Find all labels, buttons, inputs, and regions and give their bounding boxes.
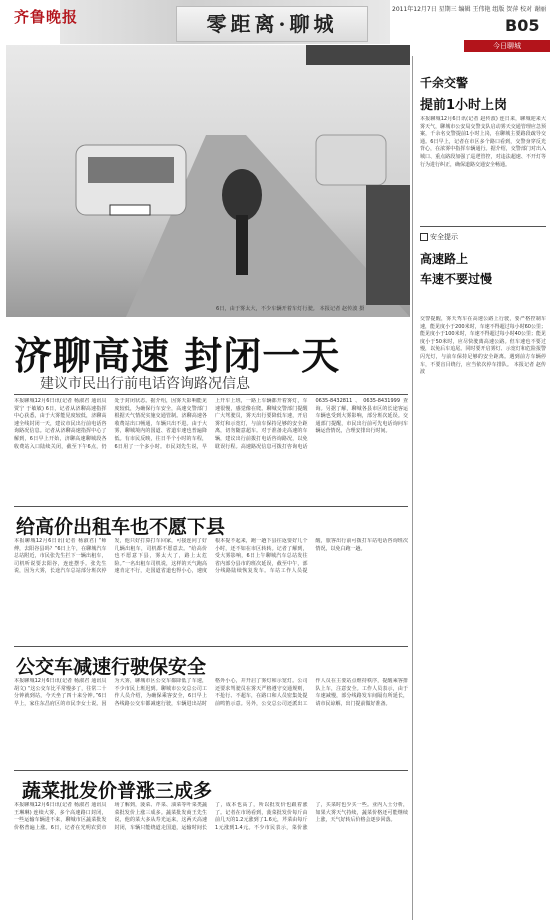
article-title-bus: 公交车减速行驶保安全 [16, 656, 207, 678]
section-title-plate [176, 6, 368, 42]
safety-tip-label-box [420, 232, 458, 242]
divider [14, 646, 408, 647]
divider [14, 770, 408, 771]
page-number: B05 [505, 16, 540, 35]
right-article2-body: 交警提醒，雾天驾车在高速公路上行驶，要严格控制车速，能见度小于200米时，车速不得超过每小时60公里；能见度小于100米时，车速不得超过每小时40公里；能见度小于50米时，应尽快驶离高速公路。但车速也不要过慢，以免后车追尾。同时要开启雾灯、示宽灯和危险报警闪光灯，与前车保持足够的安全距离。遇到前方车辆停车，不要盲目绕行，应当依次停车排队。 本报记者 赵传波 [420, 316, 546, 376]
divider [14, 506, 408, 507]
right-kicker: 千余交警 [420, 76, 469, 90]
safety-tip-label: 安全提示 [430, 233, 458, 241]
lead-article-body: 本报聊城12月6日讯(记者 杨淑君 通讯员 贾宁 于敏敏) 6日，记者从济聊高速指挥中心获悉，由于大雾能见度较低，济聊高速全线封闭一天，建议市民出行前电话咨询路况信息。记者从济聊高速指挥中心了解到，6日早上开始，济聊高速聊城段各收费站入口陆续关闭，截至下午6点，仍处于封闭状态。据介绍，因雾天影响能见度较低，为确保行车安全，高速交警部门根据天气情况实施交通管制。济聊高速各收费站出口畅通，车辆只出不进。由于大雾，聊城境内的国道、省道车速也普遍降低。有市民反映，往日半个小时的车程，6日用了一个多小时。市民刘先生说，早上开车上班，一路上车辆都开着雾灯，车速很慢，感觉像在爬。聊城交警部门提醒广大驾驶员，雾天出行要降低车速，开启雾灯和示宽灯，与前车保持足够的安全距离，切勿随意超车。对于准备走高速的车辆，建议出行前拨打电话咨询路况，以免耽误行程。高速路况信息可拨打咨询电话0635-8432811、0635-8431999查询。另据了解，聊城各县市区的长途客运车辆也受到大雾影响，部分班次延误。交通部门提醒，市民出行前可先电话询问车辆运营情况，合理安排出行时间。 [14, 398, 408, 450]
article-title-vegetables: 蔬菜批发价普涨三成多 [22, 780, 213, 802]
divider [14, 394, 408, 395]
article-body-bus: 本报聊城12月6日讯(记者 杨淑君 通讯员 胡文) “这公交车比平常慢多了，往常二十分钟就到站，今天坐了四十来分钟。”6日早上，家住东昌府区的市民李女士说。因为大雾，聊城市区公交车都降低了车速，不少市民上班迟到。聊城市公交总公司工作人员介绍，为确保乘客安全，6日早上各线路公交车都减速行驶，车辆进出站时格外小心，并开启了雾灯和示宽灯。公司还要求驾驶员在雾天严格遵守交通规则，不抢行、不超车，在路口和人员密集处提前鸣笛示意。另外，公交总公司还派出工作人员在主要站点维持秩序，提醒乘客排队上车，注意安全。工作人员表示，由于车速减慢，部分线路发车间隔有所延长，请市民谅解，出门提前做好准备。 [14, 678, 408, 707]
column-divider [412, 56, 413, 920]
lead-headline: 济聊高速 封闭一天 [14, 334, 341, 378]
right-article-body: 本报聊城12月6日讯(记者 赵传波) 连日来，聊城迎来大雾天气，聊城市公安局交警支队启动雾天交通管理应急预案，千余名交警提前1小时上岗，在聊城主要路段疏导交通。6日早上，记者在市区多个路口看到，交警身穿反光背心，在浓雾中指挥车辆通行。据介绍，交警部门对出入城口、重点路段加强了巡逻管控，对违法超速、不开灯等行为进行纠正，确保道路交通安全畅通。 [420, 116, 546, 168]
right-title: 提前1小时上岗 [420, 98, 508, 113]
section-title: 零距离·聊城 [206, 12, 338, 36]
article-title-taxi: 给高价出租车也不愿下县 [16, 516, 226, 538]
right-title2-line1: 高速路上 [420, 252, 469, 266]
lead-subhead: 建议市民出行前电话咨询路况信息 [40, 376, 250, 392]
divider [420, 226, 546, 227]
article-body-taxi: 本报聊城12月6日讯(记者 杨淑君) “师傅，去阳谷县吗？”6日上午，在聊城汽车总站附近，市民张先生拦下一辆出租车，司机听说要去阳谷，连连摆手。张先生说，因为大雾，长途汽车总站部分班次停发，他只好打算打车回家，可接连问了好几辆出租车，司机都不愿意去。“给高价也不愿意下县，雾太大了，路上太危险。”一名出租车司机说，这样的天气跑高速肯定不行，走国道省道也得小心，速度根本提不起来，跑一趟下县往返要好几个小时，还不如在市区转转。记者了解到，受大雾影响，6日上午聊城汽车总站发往省内部分县市的班次延误，截至中午，部分线路陆续恢复发车。车站工作人员提醒，旅客出行前可拨打车站电话咨询班次情况，以免白跑一趟。 [14, 538, 408, 575]
section-badge: 今日聊城 [464, 40, 550, 52]
photo-caption: 6日，由于雾太大，不少车辆开着车灯行驶。 本报记者 赵传波 摄 [216, 306, 365, 312]
square-icon [420, 233, 428, 241]
photo-illustration [6, 45, 410, 317]
article-body-vegetables: 本报聊城12月6日讯(记者 杨淑君 通讯员 王琳琳) 连续大雾，多个高速路口封闭，一些运输车辆进不来，聊城市区蔬菜批发价格普遍上涨。6日，记者在光明农贸市场了解到，菠菜、芹菜、油菜等叶菜类蔬菜批发价上涨三成多。蔬菜批发商王先生说，他的菜大多从寿光运来，这两天高速封闭，车辆只能绕道走国道，运输时间长了，成本也高了，所以批发价也跟着涨了。记者在市场看到，菠菜批发价每斤由前几天的1.2元涨到了1.6元，芹菜由每斤1元涨到1.4元。不少市民表示，菜价涨了，买菜时也少买一些。业内人士分析，如果大雾天气持续，蔬菜价格还可能继续上涨，天气好转后价格会逐步回落。 [14, 802, 408, 831]
fog-traffic-photo [6, 45, 410, 317]
date-line: 2011年12月7日 星期三 编辑 王伟艳 组版 贺萍 校对 谢丽 [392, 6, 547, 13]
newspaper-logo: 齐鲁晚报 [14, 8, 79, 26]
right-title2-line2: 车速不要过慢 [420, 272, 493, 286]
motorcyclist-shape [222, 169, 262, 221]
